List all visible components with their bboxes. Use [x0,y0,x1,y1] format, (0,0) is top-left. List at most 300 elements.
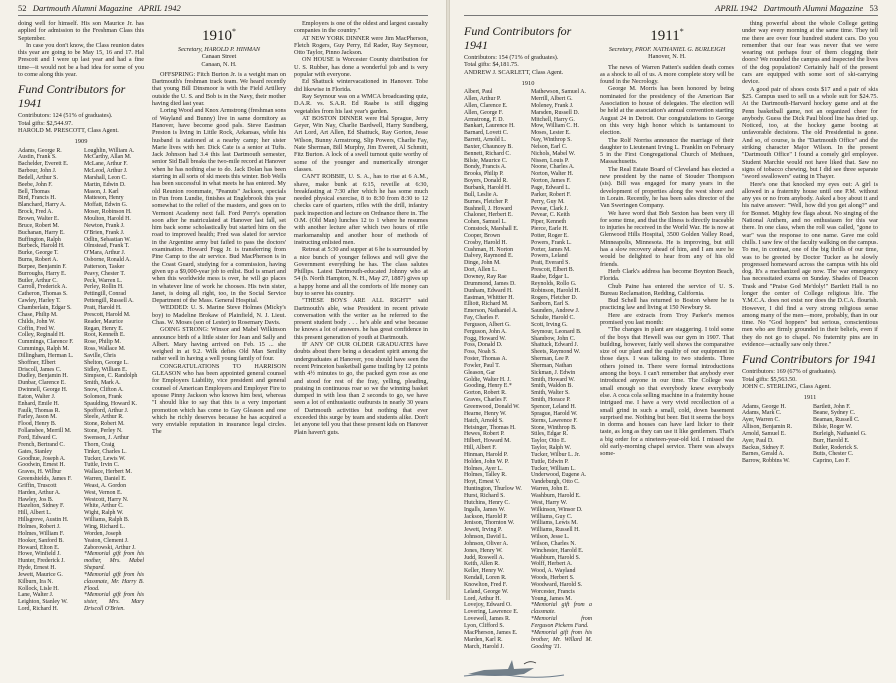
contributor-name: Washburn, Harold E. [531,492,581,499]
contributor-name: Barnes, Gerald A. [742,451,785,458]
contributor-name: Cawley, Harley T. [18,298,61,305]
contributor-name: Cushman, H. Norton [464,246,514,253]
column-paragraph: IF ANY OF OUR OLDER GRADUATES have doubts about there being a decadent spirit among the undergraduates at Hanover, you should have seen the recent Princeton basketball game trailing by 12 points with 4½ minutes to go, the packed gym rose as one and stood for rest of the fray, yelling, pleading, praising in continuous roar so we the winning basket dumped in with less than 2 seconds to go, we have seen a lot of enthusiastic outbursts in nearly 30 years of Dartmouth activities but nothing that ever exceeded this surge by team and students alike. Don't let anyone tell you that these present kids on Hanover Plain haven't guts. [294,341,428,436]
contributor-name: Swenson, J. Arthur [84,435,129,441]
contributor-name: Mathewson, Samuel A. [531,89,586,96]
contributor-name: Kollock, Lisle H. [18,585,59,592]
contributor-name: Jenison, Thornton W. [464,520,515,527]
column-paragraph: The news of Warren Patten's sudden death comes as a shock to all of us. A more complete story will be found in the Necrology. [600,63,734,86]
contributor-column-b [531,89,592,650]
contributor-name: Burns, Robert A. [18,257,58,264]
contributor-name: Holden, John W. P. [464,458,509,465]
contributor-name: Sanborn, Earl S. [531,301,570,308]
secretary-line-1910: Secretary, HAROLD P. HINMAN [178,46,260,53]
contributor-name: Regan, Henry E. [84,325,124,332]
contributor-name: Peck, Warren L. [84,277,123,284]
contributor-name: Bird, Francis H. [18,195,56,202]
right-column-1 [464,20,592,683]
contributor-name: Colley, Reginald H. [18,332,65,339]
contributor-name: Smith, Horace P. [531,397,571,404]
contributor-name: Spaulding, Howard K. [84,400,138,407]
contributor-name: Perley, Rollin H. [84,284,124,291]
contributor-name: Smith, Walter S. [531,390,570,397]
contributor-name: Wolff, Herbert A. [531,561,573,568]
contributor-name: Pevear, Clark J. [531,205,569,212]
contributor-name: McLane, Arthur F. [84,161,128,168]
contributor-name: Holmes, Talley R. [464,472,507,479]
contributor-name: Wilson, Charles N. [531,540,576,547]
contributor-name: Backus, Sidney F. [742,444,785,451]
contributor-name: Childs, John W. [18,318,56,325]
contributor-name: Cummings, Clarence F. [18,339,74,346]
contributor-name: Hillsgrove, Austin H. [18,517,69,524]
contributor-name: Enhard, Emile H. [18,400,60,407]
contributor-name: Nay, Winthrop S. [531,137,572,144]
issue-month-left: APRIL 1942 [138,3,181,13]
contributor-name: Jewett, Irving P. [464,527,502,534]
contributor-name: Pratt, Harold H. [84,304,122,311]
contributor-name: Moffatt, Edwin G. [84,202,128,209]
contributor-name: McCarthy, Allan M. [84,154,132,161]
intro-paragraph: doing well for himself. His son Maurice Jr. has applied for admission to the Freshman Class this September. [18,20,144,42]
memorial-note: *Memorial gift from his sister, Mrs. Mary Driscoll O'Brien. [84,592,144,613]
contributor-name: McLeod, Arthur J. [84,168,128,175]
contributor-name: Patterson, Tasker [84,263,125,270]
contributor-name: Adams, George H. [742,403,787,410]
contributor-name: Sprague, Harold W. [531,410,578,417]
contributor-name: Hyde, Ernest H. [18,565,56,572]
contributor-name: Olmstead, Frank T. [84,243,130,250]
contributor-name: Burbank, Harold H. [464,185,511,191]
contributor-name: Armstrong, F. D. [464,116,504,123]
contributor-name: Barrett, Arnold L. [464,137,507,144]
contributor-name: Crosby, Harold H. [464,239,508,246]
contributor-name: Jones, Henry W. [464,547,503,554]
contributor-name: MacPherson, James E. [464,629,518,636]
contributor-name: Fogg, Howard W. [464,335,506,342]
contributor-name: Barbour, John J. [18,168,57,175]
contributor-name: Bell, Thomas [18,188,50,195]
contributor-name: Keller, Henry W. [464,568,505,575]
fund-contributors-1910: Contributors: 154 (71% of graduates). [464,54,559,61]
column-paragraph: A good pair of shoes costs $17 and a pair of skis $25. Campus used to sell us a whole suit for $24.75. At the Dartmouth-Harvard hockey game and at the Penn basketball game, not an organized cheer for anybody. Guess the Dick Paul blood line has dried up. Noticed, too, at the hockey game booing at unfavorable decisions. The old Presidential is gone. And so, of course, is the "Dartmouth Office" and the striking character Major Wilson. In the present "Dartmouth Office" I found a comely girl employee. Student Marchie would not have liked that. Saw no signs of tobacco chewing, but I did see three separate "sword swallowers" eating in Thayer. [742,85,878,181]
contributor-name: Robinson, Harold H. [531,287,581,294]
contributor-name: Wood, A. Wayland [531,568,576,575]
contributor-name: Barnard, Lovett C. [464,130,509,137]
contributor-name: Burleigh, Nathaniel G. [813,430,867,437]
contributor-name: Saunders, Andrew J. [531,308,580,315]
fund-total-1911: Total gifts: $5,563.50. [742,375,797,383]
column-paragraph: George M. Morris has been honored by being nominated for the presidency of the American Bar Association to house of delegates. The election will be held at the association's annual convention starting August 24 in Detroit. Our congratulations to George on this very high honor which is tantamount to election. [600,85,734,137]
contributor-name: Catheron, Thomas S. [18,291,68,298]
contributor-name: Holmes, Ayer L. [464,465,503,472]
contributor-name: Hutchins, Henry C. [464,499,510,506]
fund-contributors-1909: Contributors: 124 (51% of graduates). [18,112,113,120]
contributor-name: Hilbert, Howard M. [464,438,511,445]
contributor-name: Dinge, John M. [464,260,501,267]
contributor-name: Pettengill, Russell A. [84,298,134,305]
contributor-name: Woodward, Harold S. [531,581,583,588]
secretary-name-1911: PROF. NATHANIEL G. BURLEIGH [635,46,726,53]
contributor-name: White, Arthur C. [84,503,124,510]
contributor-name: Dwinnell, George H. [18,387,68,394]
contributor-name: Sickman, J. Edwin [531,369,576,376]
contributor-name: Hooker, Sanford B. [18,537,64,544]
contributor-name: Carroll, Frederick A. [18,284,68,291]
contributor-name: Seymour, Leonard B. [531,328,582,335]
contributor-name: Heisinger, Thomas H. [464,424,516,431]
column-paragraph: thing powerful about the whole College getting under way every morning at the same time. They tell me there are over four hundred student cars. Do you remember that our fear was never that we were wearing out perhaps four of them clogging their doors? We rounded the campus and inspected the lives of the dog population? Certainly half of the present cars are equipped with some sort of ski-carrying device. [742,20,878,86]
contributor-name: Saville, Chris [84,352,117,359]
contributor-name: Woods, Herbert S. [531,575,575,582]
contributor-name: Merrill, Albert G. [531,96,573,103]
right-page [450,0,896,650]
contributor-name: Howe, Winfield J. [18,551,61,558]
fund-agent-1910: ANDREW J. SCARLETT, Class Agent. [464,68,564,76]
contributor-name: Ford, Edward C. [18,435,58,441]
contributor-name: Bennett, Richard C. [464,150,511,157]
contributor-name: Dunbar, Clarence E. [18,380,66,387]
contributor-list-1911 [742,404,878,466]
contributor-name: Taylor, Ralph W. [531,445,571,452]
contributor-name: Wilkinson, Winsor D. [531,506,583,513]
contributor-name: Hill, Albert F. [464,445,497,452]
column-paragraph: AT BOSTON DINNER were Hal Sprague, Jerry Geyer, Win Nay, Charlie Bardwell, Harry Sundberg, Art Lord, Art Allen, Ed Shattuck, Ray Gorton, Jesse Wilson, Bunny Armstrong, Slip Powers, Charlie Fay, Nate Sherman, Bill Murphy, Jim Everett, Al Schmitt, Fitz Burton. A lock of a swell turnout quite worthy of some of the younger and numerically stronger classes. [294,114,428,173]
contributor-name: Matteson, Henry [84,195,124,202]
contributor-name: Austin, Frank S. [18,154,57,161]
contributor-name: Porter, James M. [531,246,571,253]
contributor-name: Caprino, Leo F. [813,458,850,465]
contributor-name: Ross, Wallace M. [84,346,126,353]
contributor-name: Cohen, Samuel L. [464,219,507,226]
contributor-name: Gooding, Henry E.* [464,383,512,390]
contributor-name: Sidley, William E. [84,366,128,373]
contributor-name: Albert, Paul [464,89,493,96]
contributor-column-b [84,148,144,613]
contributor-name: Hazelton, Sidney F. [18,503,65,510]
contributor-name: Blanchard, Harry A. [18,202,66,209]
contributor-name: Driscoll, James C. [18,366,62,373]
column-paragraph: Ray Seymour was on a WMCA broadcasting quiz, D.A.R. vs. S.A.R. Ed Raabe is still digging vegetables from his last year's garden. [294,92,428,115]
contributor-name: Marsden, Russell D. [531,109,580,116]
contributor-name: Beaman, Russell C. [813,417,860,424]
left-page-number: 52 [18,3,27,13]
contributor-name: Burroughs, Harry E. [18,270,67,277]
contributor-name: Warren, Daniel E. [84,476,127,483]
contributor-name: Follansbee, Merrill M. [18,428,72,435]
contributor-name: Sherman, Nathan [531,362,572,369]
contributor-name: Moulton, Harold H. [84,216,131,222]
contributor-name: Smith, Mark A. [84,380,121,387]
contributor-name: Chaloner, Herbert E. [464,212,513,219]
contributor-name: Lyon, Clifford S. [464,623,505,629]
contributor-name: Buchanan, Harry E. [18,229,65,236]
contributor-name: Williams, Guy C. [531,513,573,520]
contributor-name: Ayer, Warren C. [742,417,780,424]
contributor-name: Zaborowski, Arthur J. [84,544,136,551]
contributor-name: Goodwin, Ernest H. [18,462,66,469]
right-column-3 [742,20,878,465]
contributor-name: Chamberlain, Edgar S. [18,304,72,311]
contributor-name: Bruce, Robert M. [18,222,60,229]
contributor-name: Bartlett, John F. [813,403,851,410]
contributor-name: Brock, Fred A. [18,209,54,216]
contributor-name: Moses, Lester E. [531,130,571,137]
contributor-name: Lord, Arthur H. [464,595,501,602]
contributor-name: Griffin, Truscott [18,482,57,489]
column-paragraph: The Real Estate Board of Cleveland has elected a new president by the name of Stouder Thompson (sis). Bill was engaged for many years in the development of properties along the west shore and in Lorain. Recently, he has been sales director of the Van Sweringen Company. [600,165,734,210]
contributor-name: Foss, Noah S. [464,349,497,356]
contributor-name: Dunham, Edward H. [464,287,513,294]
fund-agent-1909: HAROLD M. PRESCOTT, Class Agent. [18,126,119,134]
contributor-name: Smith, Howard W. [531,376,575,383]
contributor-name: Graves, Charles F. [464,397,508,404]
contributor-name: Stone, Winthrop B. [531,424,577,431]
contributor-name: Moleney, Frank J. [531,102,574,109]
contributor-name: Williams, Russell H. [531,527,580,534]
contributor-name: Norton, Walter H. [531,171,574,178]
contributor-name: Arnold, Samuel E. [742,430,786,437]
column-paragraph: The Rolf Norriss announce the marriage of their daughter to Lieutenant Irving L. Franklin on February 5 in the First Congregational Church of Methuen, Massachusetts. [600,136,734,166]
column-paragraph: ON HOUSE is Worcester County distribution for U. S. Rubber, has done a wonderful job and is very popular with everyone. [294,56,428,79]
fund-total-1909: Total gifts: $2,544.97. [18,119,73,127]
contributor-name: Cummings, Ralph M. [18,346,70,353]
contributor-name: West, Harry W. [531,499,568,506]
contributor-name: Winchester, Harold E. [531,547,584,554]
column-paragraph: CONGRATULATIONS TO HARRISON GLEASON who has been appointed general counsel for Employers Liability, vice president and general counsel of American Employers and Employer Fire to spouse Pinny Jackson who knows him best, whereas "I should like to say that this is a very important promotion which has come to Gay Gleason and one which he richly deserves because he has acquired a very enviable reputation in insurance legal circles. The [152,362,286,436]
contributor-name: Worden, Joseph [84,530,122,537]
contributor-name: Steele, Arthur R. [84,414,124,421]
contributor-name: Sterns, Lawrence F. [531,417,578,424]
contributor-column-a [18,148,78,613]
column-paragraph: Bud Schell has returned to Boston where he is practicing law and living at 150 Newbury St. [600,297,734,312]
contributor-list-1909 [18,148,144,613]
contributor-name: Snow, Clifton A. [84,387,124,394]
contributor-name: Rogers, Fletcher D. [531,294,578,301]
contributor-name: Burke, George T. [18,250,59,257]
magazine-title-right: Dartmouth Alumni Magazine [763,3,864,13]
memorial-note: *Memorial gift from his classmate, Mr. Harry B. Flood. [84,571,144,592]
contributor-name: Coffin, Fred W. [18,325,55,332]
contributor-name: Pevear, C. Keith [531,212,570,219]
left-column-1 [18,20,144,613]
contributor-name: Young, James M. [531,595,572,602]
column-paragraph: Employers is one of the oldest and largest casualty companies in the country." [294,20,428,35]
contributor-name: Bondy, Francis A. [464,164,507,171]
header-rule-right [464,15,878,16]
contributor-name: Stiles, Edgar R. [531,431,568,438]
contributor-name: Fay, Charles F. [464,315,500,322]
contributor-name: Dort, Allen L. [464,267,498,274]
fund-contributors-1911: Contributors: 169 (67% of graduates). [742,368,837,376]
column-paragraph: WEDDED: U. S. Marine Steve Holmes (Micky's boy) to Madeline Brokaw of Plainfield, N. J. Lieut. Chas. W. Moses (son of Lester) to Rosemary Davis. [152,304,286,326]
contributor-name: Comstock, Marshall E. [464,226,519,233]
column-paragraph: Here are extracts from Troy Parker's memos promised you last month: [600,311,734,326]
contributor-name: Sheets, Raymond W. [531,349,581,356]
contributor-name: Knowlton, Fred F. [464,581,508,588]
column-paragraph: Herb Clark's address has become Boynton Beach, Florida. [600,267,734,283]
column-paragraph: Ed Shattuck wintervacationed in Hanover. Tobe did likewise in Florida. [294,78,428,93]
contributor-name: Wing, Richard L. [84,523,125,530]
contributor-name: Marden, Karl R. [464,636,503,643]
contributor-name: Mow, William C. H. [531,123,580,130]
contributor-name: Washburn, Harold S. [531,554,581,561]
contributor-name: Drummond, James D. [464,280,516,287]
contributor-name: Flood, Henry B. [18,421,57,428]
contributor-name: Williams, Lewis M. [531,520,578,527]
contributor-name: Chase, Philip M. [18,311,58,318]
contributor-name: Tuttle, Irvin C. [84,462,120,469]
contributor-name: Beebe, John F. [18,181,53,188]
contributor-name: Goodhue, Joseph A. [18,455,66,462]
contributor-name: Fowler, Paul T. [464,362,500,369]
contributor-name: Solomon, Frank [84,393,122,400]
contributor-name: French, Bertrand C. [18,441,65,448]
memorial-note: *Memorial gift from a classmate. [531,602,592,616]
contributor-name: Ferguson, John A. [464,328,507,335]
left-running-head [18,3,181,13]
memorial-note: *Memorial gift from his mother, Mrs. Mabel Shepard. [84,551,144,572]
contributor-name: Williams, Ralph B. [84,517,130,524]
contributor-name: Butts, Chester C. [813,451,854,458]
contributor-name: Hearne, Henry W. [464,410,507,417]
contributor-name: Nichols, Mabel W. [531,150,576,157]
contributor-name: Reader, Maurice [84,318,124,325]
contributor-name: Allen, Clarence E. [464,102,508,109]
contributor-name: Butler, Arthur C. [18,277,58,284]
contributor-name: Hatch, Arnold S. [464,417,504,424]
contributor-name: Rose, Philip M. [84,339,121,346]
contributor-name: Hurst, Richard S. [464,492,505,499]
issue-month-right: APRIL 1942 [715,3,758,13]
contributor-name: Smith, Waldon B. [531,383,573,390]
contributor-name: Allison, Benjamin R. [742,424,793,431]
contributor-name: Parker, Robert F. [531,191,571,198]
contributor-name: Perry, Guy M. [531,198,565,205]
contributor-name: Shambow, John C. [531,335,576,342]
contributor-name: Foss, Donald D. [464,342,503,349]
contributor-name: Howard, Elton E. [18,544,60,551]
contributor-name: Westcott, Harry N. [84,496,129,503]
contributor-name: Faulk, Thomas R. [18,407,61,414]
contributor-name: Ferguson, Albert G. [464,321,511,328]
contributor-name: Piper, Kenneth [531,219,567,226]
contributor-name: Lovewell, James R. [464,616,511,623]
contributor-name: O'Mara, Arthur J. [84,250,126,257]
contributor-name: Adams, George R. [18,147,62,154]
contributor-name: Norton, James F. [531,178,571,185]
column-paragraph: "THESE BOYS ARE ALL RIGHT" said Dartmouth's able, wise President in recent private conversation with the writer as he referred to the present student body . . . he's able and wise because he knows a lot of answers. he has great confidence in this present generation of youth at Dartmouth. [294,297,428,341]
contributor-name: Stone, Robert M. [84,421,125,428]
contributor-name: Emerson, Nathaniel A. [464,308,518,315]
contributor-name: Farley, Jason M. [18,414,57,421]
contributor-name: Taylor, Otto E. [531,438,567,445]
contributor-name: Simpson, C. Randolph [84,373,138,380]
contributor-name: Huntington, Thurlow W. [464,486,522,493]
column-paragraph: Here's one that knocked my eyes out: A girl is allowed in a fraternity house until one P.M. without any yes or no from anybody. Asked a boy about it and his naive answer: "Well, how did you get along?" and for Bonnet. Mighty few flags about. No singing of the National Anthem, and no enthusiasm for this war there. In one class, when the roll was called, "gone to war" was the response to one name. Gave me cold chills. I saw few of the faculty walking on the campus. To me, in contrast, one of the big thrills of our time, was to be greeted by Doctor Tucker as he slowly progressed homeward across the campus with his old dog. It's a mechanized age now. The war emergency has necessitated exams on Sunday. Shades of Deacon Trask and "Praise God Me'doly!" Bartlett Hall is no longer the center of College religious life. The Y.M.C.A. does not exist nor does the D.C.A. flourish. However, I did find a very strong religious sense among many of the men—more, probably, than in our time. No "God hoppers" but serious, conscientious men who are firmly grounded in their beliefs, even if they do not go to chapel. No fraternity pins are in evidence—actually saw only three." [742,180,878,349]
contributor-column-a [742,404,807,466]
contributor-name: Hoyt, Ernest V. [464,479,501,486]
contributor-name: Brown, Walter E. [18,216,59,222]
contributor-name: Holmes, Robert J. [18,523,61,530]
contributor-name: Spencer, Leland H. [531,404,577,410]
contributor-name: Bull, Leslie A. [464,191,499,198]
column-paragraph: Retreat at 5:30 and supper at 6 he is surrounded by a nice bunch of younger fellows and will give the Government everything he has. The class salutes Phillips. Latest Dartmouth-educated Johnny who at 54 (b. North Hampton, N. H., May 27, 1887) gives up a happy home and all the comforts of life money can buy to serve his country. [294,246,428,297]
contributor-name: Root, Kenneth E. [84,332,125,339]
fund-title-1909: Fund Contributors for 1941 [18,82,126,111]
contributor-name: Lane, Walter J. [18,592,54,599]
contributor-name: Goldie, Walter H. J. [464,376,511,383]
contributor-name: Johnson, David L. [464,534,508,541]
column-paragraph: We have word that Bob Sexton has been very ill for some time, and that the illness is directly traceable to injuries he received in the World War. He is now at Glenwood Hills Hospital, 3500 Golden Valley Road, Minneapolis, Minnesota. He is improving, but still has a slow recovery ahead of him, and I am sure he would be delighted to hear from any of his old friends. [600,209,734,268]
column-paragraph: Chub Paine has entered the service of U. S. Bureau Reclamation, Redding, California. [600,282,734,297]
contributor-name: Cooper, Brown [464,232,501,239]
contributor-name: Kilburn, Ira N. [18,578,54,585]
contributor-name: Prescott, Harold M. [84,311,131,318]
contributor-name: Powers, Frank L. [531,239,572,246]
header-rule-left [18,15,428,16]
contributor-name: Shattuck, Edward J. [531,342,579,349]
column-paragraph: AT NEW YORK DINNER were Jim MacPherson, Fletch Rogers, Guy Perry, Ed Rader, Ray Seymour, Otto Taylor, Pinno Jackson. [294,34,428,57]
contributor-name: Graves, H. Wilbur [18,469,62,476]
memorial-note: *Memorial from Ferguson Pickens Fund. [531,616,592,629]
column-paragraph: Loring Wood and Knox Armstrong (freshman sons of Wayland and Bunny) live in same dormitory as Hanover, have become good pals. Steve Eastman Preston is living in Little Rock, Arkansas, while his husband is stationed at a nearby camp; her sister Marie lives with her. Dick Cate is a senior at Tufts. Jack Johnson had 3.4 this last Dartmouth semester, senior Sid Ball breaks the two-mile record at Hanover when he has nothing else to do. Jack Dolan has been starring in all sorts of ski meets this winter. Bob Wells has been successful in what meets he has entered. My old Reunion roommate, "Peanuts" Jackson, specials in Fun from Lundie, finishes at Englebrook this year somewhat to the relief of the masters, and goes on to Vermont Academy next fall. Ford Perry's operation soon after he matriculated at Hanover last fall, set him back some scholastically but started him on the road to improved health; Fred was slated for service in the Argentine army but failed to pass the doctors' examination. Howard Fogg Jr. is transferring from Pine Camp to the air service. Bud MacPherson is in the Coast Guard, studying for a commission, having given up a $9,000-year job to enlist. Bud is smart and when this worldwide mess is over, he will go places in whatever line of work he chooses. His twin sister, Janet, is doing all right, too, in the Social Service Department of the Mass. General Hospital. [152,107,286,305]
contributor-name: Johnson, Oliver A. [464,540,509,547]
memorial-note: *Memorial gift from his brother, Mr. Willard M. Gooding '11. [531,629,592,650]
contributor-name: Martin, Edwin D. [84,181,126,188]
contributor-name: Noone, Charles A. [531,164,575,171]
fund-total-1910: Total gifts: $4,181.75. [464,61,519,69]
contributor-name: Jackson, Harold P. [464,513,508,520]
contributor-name: Scott, Irving G. [531,321,568,328]
contributor-name: Elliott, Richard M. [464,301,509,308]
contributor-column-b [813,404,878,466]
contributor-name: Tuttle, Edwin P. [531,458,569,465]
contributor-name: Page, Edward L. [531,185,571,191]
contributor-name: Shelton, George L. [84,359,129,366]
contributor-name: Harden, Arthur A. [18,489,61,496]
contributor-name: Ayer, Paul D. [742,437,774,444]
contributor-name: Adams, Mark C. [742,410,782,417]
intro-paragraph: In case you don't know, the Class reunion dates this year are going to be May 15, 16 and 17. Hal Prescott and I were up last year and had a fine time—it would not be a bad idea for some of you to come along this year. [18,41,144,79]
contributor-name: Tinker, Charles L. [84,448,127,455]
fund-title-1911: Fund Contributors for 1941 [742,352,877,367]
contributor-name: Underwood, Eugene A. [531,472,587,479]
contributor-name: Downey, Ray Rae [464,273,507,280]
contributor-name: Barrow, Robbins W. [742,458,790,465]
contributor-name: Hewes, Robert P. [464,431,505,438]
contributor-name: Prescott, Elbert B. [531,267,575,274]
contributor-name: Hunter, Frederick J. [18,558,65,565]
contributor-name: Burr, Harold E. [813,437,850,444]
contributor-name: Holmes, William F. [18,530,64,537]
contributor-name: O'Brien, Frank J. [84,229,125,236]
contributor-name: Allen, George F. [464,109,504,116]
contributor-name: Tucker, Wilbur L. Jr. [531,451,580,458]
contributor-name: Odlin, Sebastian W. [84,236,131,243]
contributor-name: Greenwood, Donald W. [464,404,520,410]
right-running-head [715,3,878,13]
fund-title-1910: Fund Contributors for 1941 [464,24,572,52]
column-paragraph: OFFSPRING: Fitch Burton Jr. is a weight man on Dartmouth's freshman track team. We heard recently that young Bill Dinsmoor is with the Field Artillery outside the U. S. and Bob is in the Navy, their mother having died last year. [152,70,286,108]
contributor-name: Leighton, Stanley W. [18,599,68,606]
class-title-1910: 1910* [202,27,236,44]
contributor-name: Bilsie, Maurice C. [464,157,508,164]
contributor-name: Stone, Perley N. [84,428,123,435]
contributor-name: Eastman, Whittier H. [464,294,514,301]
contributor-name: Pratt, Everard S. [531,260,570,267]
contributor-name: Bedell, Arthur S. [18,174,58,181]
